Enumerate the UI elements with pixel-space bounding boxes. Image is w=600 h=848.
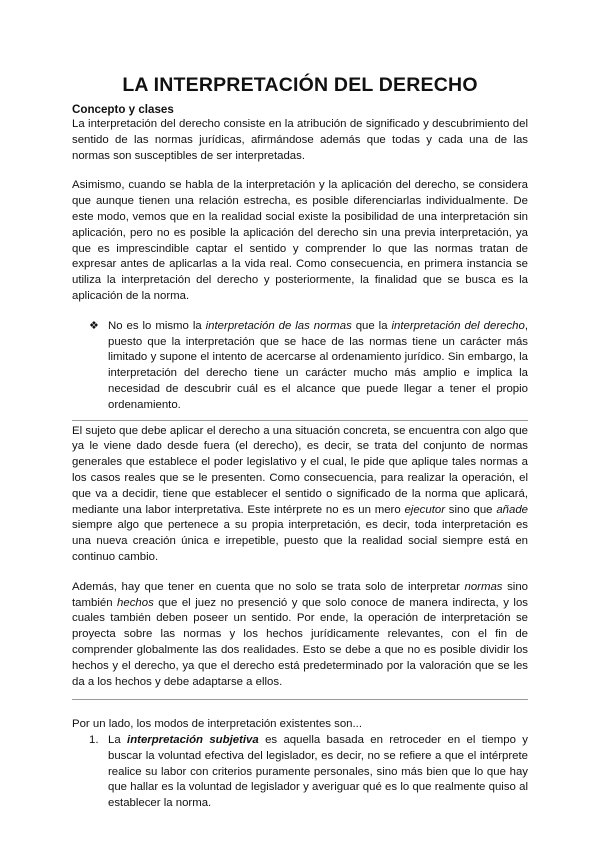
horizontal-divider [72, 420, 528, 421]
list-item [72, 733, 528, 812]
paragraph-subject: El sujeto que debe aplicar el derecho a una situación concreta, se encuentra con algo que ya le viene dado desde fuera (el derecho), es decir, se trata del conjunto de normas generales que establece el poder legislativo y el cual, le pide que aplique tales normas a los casos reales que se le presenten. Como consecuencia, para realizar la operación, el que va a decidir, tiene que establecer el sentido o significado de la norma que aplicará, mediante una labor interpretativa. Este intérprete no es un mero ejecutor sino que añade siempre algo que pertenece a su propia interpretación, es decir, toda interpretación es una nueva creación única e irrepetible, puesto que la realidad social siempre está en continuo cambio. [72, 424, 528, 563]
paragraph-interpretation-application: Asimismo, cuando se habla de la interpretación y la aplicación del derecho, se considera que aunque tienen una relación estrecha, es posible diferenciarlas individualmente. De este modo, vemos que en la realidad social existe la posibilidad de una interpretación sin aplicación, pero no es posible la aplicación del derecho sin una previa interpretación, ya que es imprescindible captar el sentido y comprender lo que las normas tratan de expresar antes de aplicarlas a la vida real. Como consecuencia, en primera instancia se utiliza la interpretación del derecho y posteriormente, la finalidad que se busca es la aplicación de la norma. [72, 179, 528, 302]
diamond-bullet-icon: ❖ [89, 319, 99, 332]
bullet-item [89, 319, 528, 414]
paragraph-modes-intro: Por un lado, los modos de interpretación existentes son... [72, 718, 362, 731]
paragraph-norms-facts: Además, hay que tener en cuenta que no solo se trata solo de interpretar normas sino también hechos que el juez no presenció y que solo conoce de manera indirecta, y los cuales también deben poseer un sentido. Por ende, la operación de interpretación se proyecta sobre las normas y los hechos jurídicamente relevantes, con el fin de comprender globalmente las dos realidades. Esto se debe a que no es posible dividir los hechos y el derecho, ya que el derecho está predeterminado por la valoración que se les da a los hechos y debe adaptarse a ellos. [72, 580, 529, 688]
paragraph-definition: La interpretación del derecho consiste en la atribución de significado y descubrimiento del sentido de las normas jurídicas, afirmándose además que todas y cada una de las normas son susceptibles de ser interpretadas. [72, 118, 528, 162]
list-item-text: La interpretación subjetiva es aquella basada en retroceder en el tiempo y buscar la voluntad efectiva del legislador, es decir, no se refiere a que el intérprete realice su labor con criterios puramente personales, sino más bien que lo que hay que hallar es la voluntad de legislador y averiguar qué es lo que realmente quiso al establecer la norma. [108, 734, 529, 810]
horizontal-divider [72, 699, 528, 700]
modes-list [72, 733, 528, 812]
document-title: LA INTERPRETACIÓN DEL DERECHO [122, 74, 478, 96]
bullet-text: No es lo mismo la interpretación de las normas que la interpretación del derecho, puesto que la interpretación que se hace de las normas tiene un carácter más limitado y supone el intento de acercarse al ordenamiento jurídico. Sin embargo, la interpretación del derecho tiene un carácter mucho más amplio e implica la necesidad de descubrir cuál es el alcance que puede llegar a tener el propio ordenamiento. [108, 319, 528, 411]
section-subheading: Concepto y clases [72, 103, 174, 116]
list-number: 1. [89, 734, 99, 747]
